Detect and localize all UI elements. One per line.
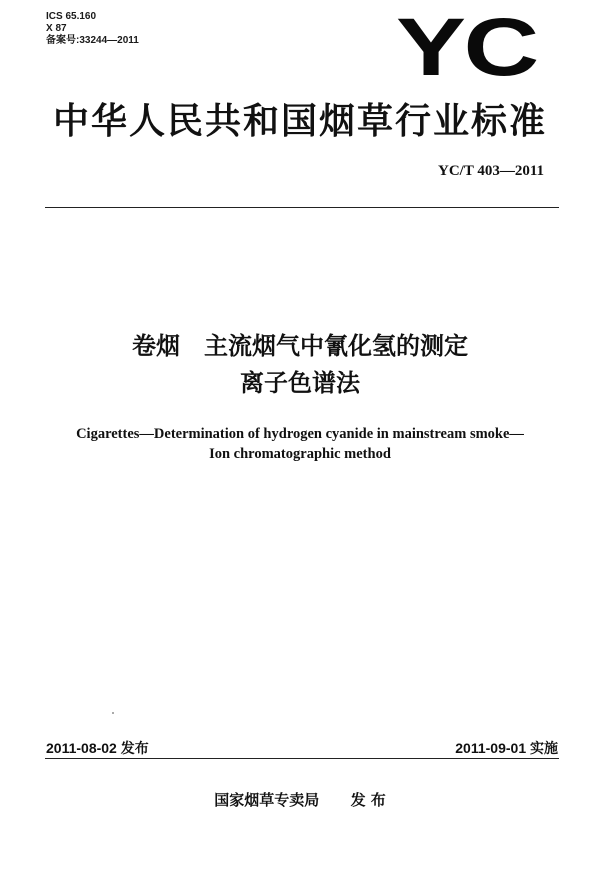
issue-date: 2011-08-02 发布 xyxy=(46,740,149,756)
yc-logo: YC xyxy=(396,2,537,93)
chinese-title-line1: 卷烟 主流烟气中氰化氢的测定 xyxy=(132,332,468,360)
publisher-name: 国家烟草专卖局 xyxy=(214,791,320,809)
chinese-title-line2: 离子色谱法 xyxy=(240,369,360,397)
ccs-code: X 87 xyxy=(46,23,67,34)
top-divider xyxy=(45,207,559,208)
publish-action: 发 布 xyxy=(350,791,386,809)
bottom-divider xyxy=(45,758,559,759)
english-title-line1: Cigarettes—Determination of hydrogen cyanide in mainstream smoke— xyxy=(76,426,524,442)
publisher-line xyxy=(0,789,600,810)
standard-code: YC/T 403—2011 xyxy=(438,163,544,179)
ics-code: ICS 65.160 xyxy=(46,11,97,22)
scan-speck xyxy=(112,712,114,714)
standard-category-title: 中华人民共和国烟草行业标准 xyxy=(52,101,547,142)
classification-block xyxy=(46,11,139,47)
implementation-date: 2011-09-01 实施 xyxy=(455,740,558,756)
filing-number: 备案号:33244—2011 xyxy=(46,35,139,46)
english-title-line2: Ion chromatographic method xyxy=(209,446,391,462)
